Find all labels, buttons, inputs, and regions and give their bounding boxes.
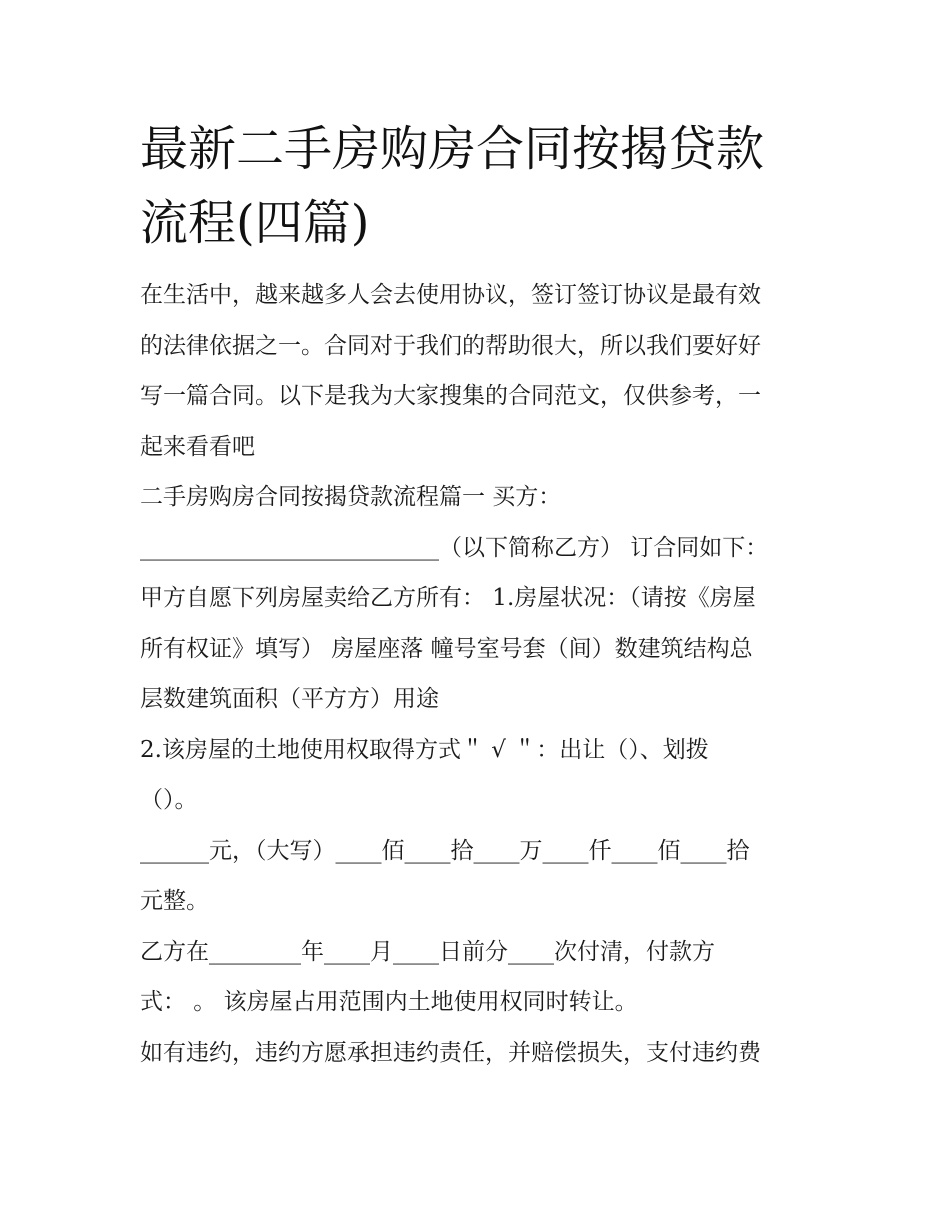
text-line: 乙方在________年____月____日前分____次付清，付款方: [140, 938, 715, 965]
text-line: 在生活中，越来越多人会去使用协议，签订签订协议是最有效: [140, 282, 761, 308]
text-line: 起来看看吧: [140, 433, 255, 460]
text-line: ______元，（大写）____佰____拾____万____仟____佰____拾: [140, 837, 750, 864]
title-line-2: 流程(四篇): [140, 195, 370, 251]
document-body: [140, 112, 815, 1078]
text-line: 甲方自愿下列房屋卖给乙方所有： 1.房屋状况：（请按《房屋: [140, 585, 756, 611]
text-line: 写一篇合同。以下是我为大家搜集的合同范文，仅供参考，一: [140, 383, 761, 409]
text-line: 层数建筑面积（平方方）用途: [140, 686, 439, 712]
property-status-paragraph: [140, 573, 815, 725]
text-line: 2.该房屋的土地使用权取得方式＂ √ ＂：出让（）、划拨: [140, 736, 709, 763]
intro-paragraph: [140, 270, 815, 472]
text-line: 式： 。 该房屋占用范围内土地使用权同时转让。: [140, 989, 638, 1015]
text-line: 如有违约，违约方愿承担违约责任，并赔偿损失，支付违约费: [140, 1039, 761, 1066]
text-line: 元整。: [140, 888, 209, 914]
buyer-line: __________________________（以下简称乙方） 订合同如下：: [140, 534, 769, 561]
land-use-paragraph: [140, 725, 815, 826]
payment-paragraph: [140, 927, 815, 1028]
text-line: 的法律依据之一。合同对于我们的帮助很大，所以我们要好好: [140, 332, 761, 359]
title-line-1: 最新二手房购房合同按揭贷款: [140, 121, 765, 177]
text-line: （）。: [140, 787, 198, 813]
breach-paragraph: [140, 1028, 815, 1079]
price-paragraph: [140, 826, 815, 927]
document-title: [140, 112, 815, 260]
section-heading: 二手房购房合同按揭贷款流程篇一 买方：: [140, 484, 562, 510]
text-line: 所有权证》填写） 房屋座落 幢号室号套（间）数建筑结构总: [140, 635, 753, 662]
section-heading-paragraph: [140, 472, 815, 573]
